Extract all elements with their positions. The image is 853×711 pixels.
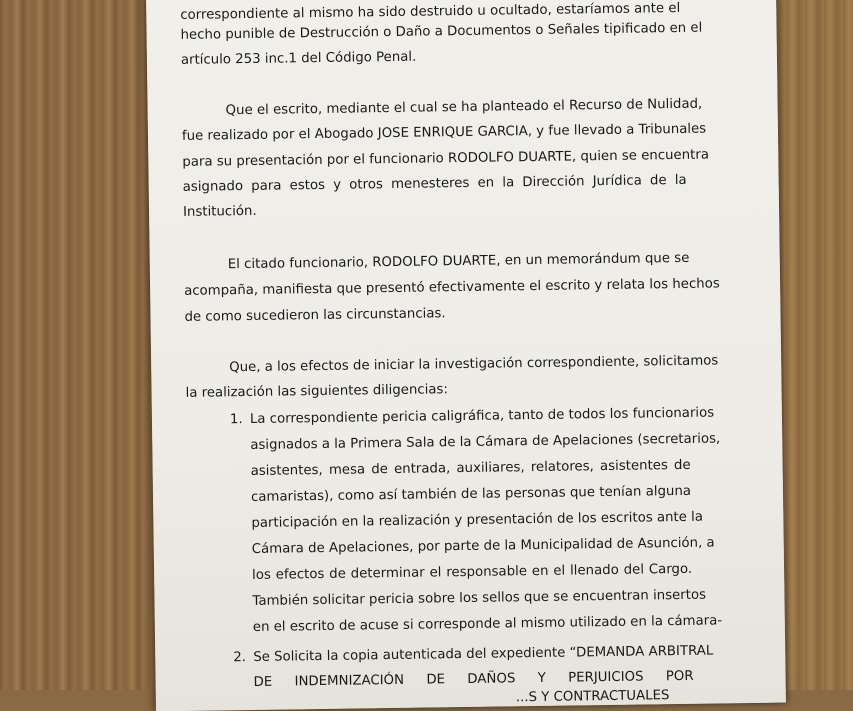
list-item-2-number: 2. <box>233 650 247 666</box>
list-item-1-line-7: los efectos de determinar el responsable en el llenado del Cargo. <box>252 561 693 583</box>
paragraph-4-line-1: Que, a los efectos de iniciar la investigación correspondiente, solicitamos <box>229 353 719 376</box>
paragraph-3-line-2: acompaña, manifiesta que presentó efectivamente el escrito y relata los hechos <box>184 276 720 299</box>
document-page <box>146 0 786 711</box>
paragraph-3-line-1: El citado funcionario, RODOLFO DUARTE, en un memorándum que se <box>227 250 690 273</box>
list-item-1-line-8: También solicitar pericia sobre los sellos que se encuentran insertos <box>252 587 707 609</box>
paragraph-2-line-1: Que el escrito, mediante el cual se ha planteado el Recurso de Nulidad, <box>225 96 703 119</box>
paragraph-2-line-2: fue realizado por el Abogado JOSE ENRIQUE GARCIA, y fue llevado a Tribunales <box>181 121 707 144</box>
list-item-1-line-4: camaristas), como así también de las personas que tenían alguna <box>250 483 692 505</box>
list-item-1-line-9: en el escrito de acuse si corresponde al mismo utilizado en la cámara- <box>252 613 723 635</box>
list-item-1-line-2: asignados a la Primera Sala de la Cámara de Apelaciones (secretarios, <box>250 431 721 453</box>
paragraph-2-line-4: asignado para estos y otros menesteres en la Dirección Jurídica de la <box>182 172 687 195</box>
list-item-2-line-3: ...S Y CONTRACTUALES <box>515 688 670 706</box>
paragraph-2-line-5: Institución. <box>182 203 257 220</box>
list-item-1-line-6: Cámara de Apelaciones, por parte de la Municipalidad de Asunción, a <box>251 535 715 557</box>
paragraph-4-line-2: la realización las siguientes diligencias: <box>185 382 449 401</box>
paragraph-1-line-3: artículo 253 inc.1 del Código Penal. <box>180 49 417 68</box>
paragraph-3-line-3: de como sucedieron las circunstancias. <box>184 306 446 325</box>
paragraph-2-line-3: para su presentación por el funcionario RODOLFO DUARTE, quien se encuentra <box>182 147 710 170</box>
paragraph-1-line-1: correspondiente al mismo ha sido destruido u ocultado, estaríamos ante el <box>180 0 681 23</box>
wood-table-left <box>0 0 150 690</box>
list-item-1-line-3: asistentes, mesa de entrada, auxiliares, relatores, asistentes de <box>250 457 691 479</box>
paragraph-1-line-2: hecho punible de Destrucción o Daño a Documentos o Señales tipificado en el <box>180 20 703 43</box>
list-item-2-line-1: Se Solicita la copia autenticada del expediente “DEMANDA ARBITRAL <box>253 643 714 665</box>
list-item-1-line-1: La correspondiente pericia caligráfica, tanto de todos los funcionarios <box>249 405 715 427</box>
list-item-1-number: 1. <box>229 412 243 428</box>
document-text <box>146 0 786 711</box>
list-item-1-line-5: participación en la realización y presentación de los escritos ante la <box>251 509 704 531</box>
list-item-2-line-2: DE INDEMNIZACIÓN DE DAÑOS Y PERJUICIOS POR <box>253 668 694 690</box>
